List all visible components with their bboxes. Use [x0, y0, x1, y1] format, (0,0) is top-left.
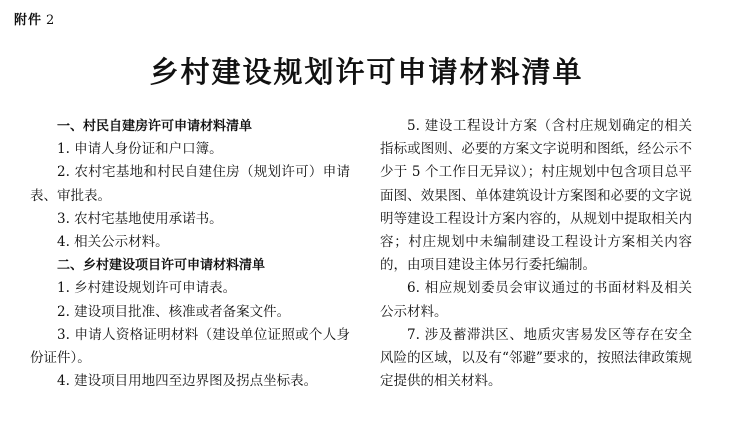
right-column [380, 115, 692, 393]
list-item: 4. 建设项目用地四至边界图及拐点坐标表。 [57, 373, 318, 390]
list-item: 7. 涉及蓄滞洪区、地质灾害易发区等存在安全风险的区域，以及有“邻避”要求的，按照法律政策规定提供的相关材料。 [380, 326, 692, 390]
section-heading-villager-housing: 一、村民自建房许可申请材料清单 [57, 119, 253, 134]
list-item: 1. 申请人身份证和户口簿。 [57, 141, 223, 158]
list-item: 3. 申请人资格证明材料（建设单位证照或个人身份证件）。 [30, 326, 350, 367]
section-heading-rural-project: 二、乡村建设项目许可申请材料清单 [57, 258, 266, 274]
list-item: 1. 乡村建设规划许可申请表。 [57, 280, 237, 297]
list-item: 4. 相关公示材料。 [57, 234, 169, 251]
list-item: 2. 农村宅基地和村民自建住房（规划许可）申请表、审批表。 [30, 164, 350, 204]
attachment-text: 附件 [14, 13, 43, 28]
attachment-label [14, 9, 55, 28]
list-item: 5. 建设工程设计方案（含村庄规划确定的相关指标或图则、必要的方案文字说明和图纸，经公示不少于 5 个工作日无异议）；村庄规划中包含项目总平面图、效果图、单体建筑设计方案图和必要的文字说明等建设工程设计方案内容的，从规划中提取相关内容；村庄规划中未编制建设工程设计方案相关内容的，由项目建设主体另行委托编制。 [380, 118, 692, 274]
list-item: 3. 农村宅基地使用承诺书。 [57, 210, 223, 227]
left-column [30, 115, 350, 393]
attachment-number: 2 [46, 13, 56, 28]
list-item: 6. 相应规划委员会审议通过的书面材料及相关公示材料。 [380, 280, 692, 320]
list-item: 2. 建设项目批准、核准或者备案文件。 [57, 303, 291, 320]
document-title: 乡村建设规划许可申请材料清单 [149, 55, 584, 89]
